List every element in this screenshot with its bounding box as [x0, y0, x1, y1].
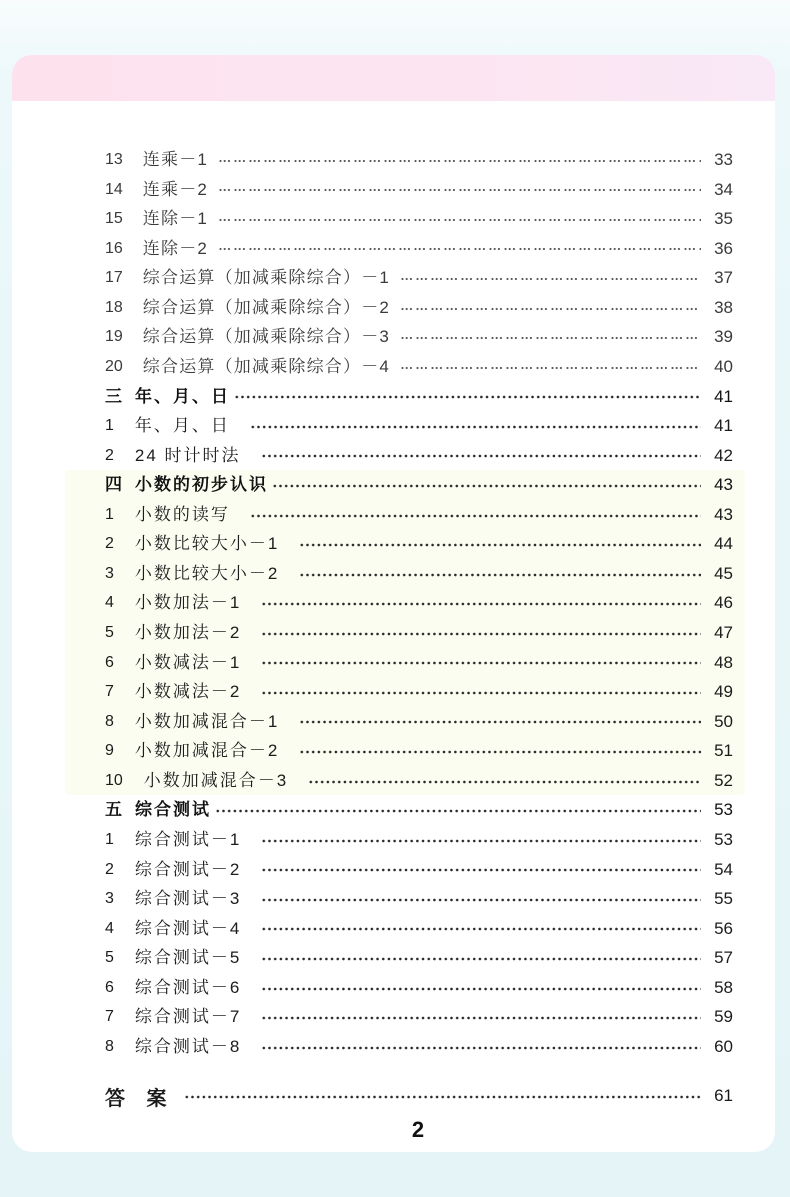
entry-number: 8 [105, 712, 114, 730]
section-page-number: 53 [714, 800, 733, 820]
entry-number: 1 [105, 505, 114, 523]
leader-dots [261, 897, 701, 903]
toc-entry [105, 677, 733, 707]
leader-dots [261, 986, 701, 992]
entry-number: 3 [105, 890, 114, 908]
entry-number: 9 [105, 742, 114, 760]
toc-entry [105, 529, 733, 559]
section-title: 小数的初步认识 [135, 475, 268, 495]
toc-entry [105, 884, 733, 914]
entry-title: 小数的读写 [134, 504, 230, 524]
entry-number: 1 [105, 830, 114, 848]
toc-entry [105, 943, 733, 973]
toc-entry [105, 263, 733, 293]
continued-entries [105, 145, 733, 382]
leader-dots [261, 601, 701, 607]
entry-title: 综合测试－2 [134, 859, 242, 879]
entry-title: 综合测试－8 [134, 1036, 242, 1056]
toc-entry [105, 322, 733, 352]
leader-dots [299, 719, 701, 725]
entry-title: 综合测试－3 [134, 889, 242, 909]
leader-dots [261, 453, 701, 459]
entry-page-number: 59 [714, 1007, 733, 1027]
toc-entry [105, 411, 733, 441]
entry-number: 4 [105, 919, 114, 937]
entry-page-number: 34 [714, 179, 733, 199]
entry-title: 综合测试－1 [134, 829, 242, 849]
toc-entry [105, 825, 733, 855]
entry-title: 小数加法－2 [134, 623, 242, 642]
entry-title: 连乘－2 [142, 179, 209, 199]
entry-number: 2 [105, 535, 114, 553]
entry-number: 15 [105, 210, 123, 228]
entry-title: 小数加法－1 [134, 593, 242, 613]
section-3 [105, 382, 733, 471]
entry-title: 小数比较大小－1 [134, 534, 280, 554]
header-band [12, 55, 775, 101]
leader-dots [218, 217, 701, 223]
entry-number: 4 [105, 594, 114, 612]
entry-number: 20 [105, 357, 123, 375]
leader-dots [250, 424, 701, 430]
leader-dots [261, 1015, 701, 1021]
entry-page-number: 51 [714, 741, 733, 761]
entry-title: 综合运算（加减乘除综合）－4 [142, 356, 391, 376]
entry-page-number: 43 [714, 504, 733, 524]
entry-title: 综合运算（加减乘除综合）－3 [142, 327, 391, 347]
section-page-number: 41 [714, 386, 733, 406]
entry-page-number: 45 [714, 563, 733, 583]
toc-entry [105, 559, 733, 589]
section-number: 五 [105, 800, 122, 820]
leader-dots [250, 513, 701, 519]
entry-page-number: 35 [714, 209, 733, 229]
entry-title: 综合运算（加减乘除综合）－1 [142, 268, 391, 288]
entry-page-number: 53 [714, 829, 733, 849]
entry-page-number: 40 [714, 356, 733, 376]
leader-dots [261, 690, 701, 696]
entry-page-number: 56 [714, 918, 733, 938]
entry-number: 5 [105, 949, 114, 967]
entry-title: 小数加减混合－1 [134, 711, 280, 731]
table-of-contents [105, 145, 733, 1061]
leader-dots [272, 483, 701, 489]
entry-title: 综合测试－6 [134, 977, 242, 997]
entry-number: 7 [105, 683, 114, 701]
toc-entry [105, 914, 733, 944]
leader-dots [234, 394, 701, 400]
entry-number: 2 [105, 860, 114, 878]
entry-title: 小数加减混合－2 [134, 741, 280, 761]
entry-page-number: 33 [714, 150, 733, 169]
toc-entry [105, 1032, 733, 1062]
leader-dots [261, 1045, 701, 1051]
entry-number: 6 [105, 653, 114, 671]
toc-entry [105, 352, 733, 382]
leader-dots [184, 1094, 701, 1100]
toc-entry [105, 145, 733, 175]
entry-title: 综合测试－7 [134, 1007, 242, 1027]
entry-number: 3 [105, 564, 114, 582]
toc-entry [105, 441, 733, 471]
page-number: 2 [411, 1117, 425, 1142]
section-heading [105, 795, 733, 825]
entry-page-number: 52 [714, 770, 733, 790]
entry-page-number: 44 [714, 534, 733, 554]
entry-title: 小数减法－2 [134, 682, 242, 702]
toc-entry [105, 234, 733, 264]
leader-dots [218, 246, 701, 252]
entry-page-number: 46 [714, 593, 733, 613]
toc-entry [105, 500, 733, 530]
leader-dots [261, 956, 701, 962]
section-number: 三 [105, 386, 122, 406]
leader-dots [261, 867, 701, 873]
section-heading [105, 470, 733, 500]
leader-dots [299, 749, 701, 755]
entry-title: 24 时计时法 [134, 445, 241, 465]
leader-dots [400, 335, 701, 341]
entry-number: 2 [105, 446, 114, 464]
answers-page-number: 61 [714, 1086, 733, 1105]
entry-page-number: 54 [714, 859, 733, 879]
entry-number: 17 [105, 269, 123, 287]
entry-title: 小数减法－1 [134, 652, 242, 672]
entry-number: 16 [105, 239, 123, 257]
entry-page-number: 41 [714, 416, 733, 436]
entry-title: 连除－1 [142, 209, 209, 229]
entry-title: 综合测试－4 [134, 918, 242, 938]
entry-title: 综合运算（加减乘除综合）－2 [142, 297, 391, 317]
entry-number: 19 [105, 328, 123, 346]
leader-dots [400, 365, 701, 371]
toc-entry [105, 588, 733, 618]
section-page-number: 43 [714, 475, 733, 495]
entry-number: 5 [105, 624, 114, 641]
leader-dots [308, 779, 701, 785]
entry-number: 8 [105, 1037, 114, 1055]
entry-title: 综合测试－5 [134, 948, 242, 968]
section-title: 综合测试 [135, 800, 211, 820]
toc-entry [105, 293, 733, 323]
entry-page-number: 38 [714, 297, 733, 317]
entry-page-number: 36 [714, 238, 733, 258]
toc-entry [105, 707, 733, 737]
entry-title: 连乘－1 [142, 150, 209, 169]
leader-dots [218, 187, 701, 193]
entry-page-number: 60 [714, 1036, 733, 1056]
toc-entry [105, 766, 733, 796]
entry-page-number: 48 [714, 652, 733, 672]
leader-dots [261, 660, 701, 666]
leader-dots [400, 306, 701, 312]
entry-page-number: 49 [714, 682, 733, 702]
entry-page-number: 47 [714, 623, 733, 642]
entry-number: 18 [105, 298, 123, 316]
entry-page-number: 37 [714, 268, 733, 288]
section-5 [105, 795, 733, 1061]
entry-number: 6 [105, 978, 114, 996]
leader-dots [261, 631, 701, 637]
entry-title: 小数加减混合－3 [143, 770, 289, 790]
toc-entry [105, 204, 733, 234]
toc-entry [105, 973, 733, 1003]
entry-page-number: 57 [714, 948, 733, 968]
leader-dots [218, 158, 701, 164]
leader-dots [261, 926, 701, 932]
toc-entry [105, 736, 733, 766]
toc-entry [105, 1002, 733, 1032]
entry-number: 10 [105, 771, 123, 789]
entry-number: 13 [105, 151, 123, 168]
entry-title: 小数比较大小－2 [134, 563, 280, 583]
entry-page-number: 39 [714, 327, 733, 347]
leader-dots [299, 572, 701, 578]
entry-page-number: 50 [714, 711, 733, 731]
section-4 [105, 470, 733, 795]
entry-title: 连除－2 [142, 238, 209, 258]
toc-entry [105, 618, 733, 648]
leader-dots [400, 276, 701, 282]
toc-entry [105, 175, 733, 205]
entry-number: 7 [105, 1008, 114, 1026]
answers-title: 答 案 [105, 1087, 175, 1110]
toc-entry [105, 648, 733, 678]
toc-entry [105, 855, 733, 885]
entry-number: 1 [105, 417, 114, 435]
entry-title: 年、月、日 [134, 416, 230, 436]
section-heading [105, 382, 733, 412]
entry-number: 14 [105, 180, 123, 198]
section-title: 年、月、日 [135, 386, 230, 406]
leader-dots [215, 808, 701, 814]
leader-dots [299, 542, 701, 548]
entry-page-number: 42 [714, 445, 733, 465]
section-number: 四 [105, 475, 122, 495]
leader-dots [261, 838, 701, 844]
entry-page-number: 58 [714, 977, 733, 997]
entry-page-number: 55 [714, 889, 733, 909]
answers-entry [105, 1084, 733, 1108]
